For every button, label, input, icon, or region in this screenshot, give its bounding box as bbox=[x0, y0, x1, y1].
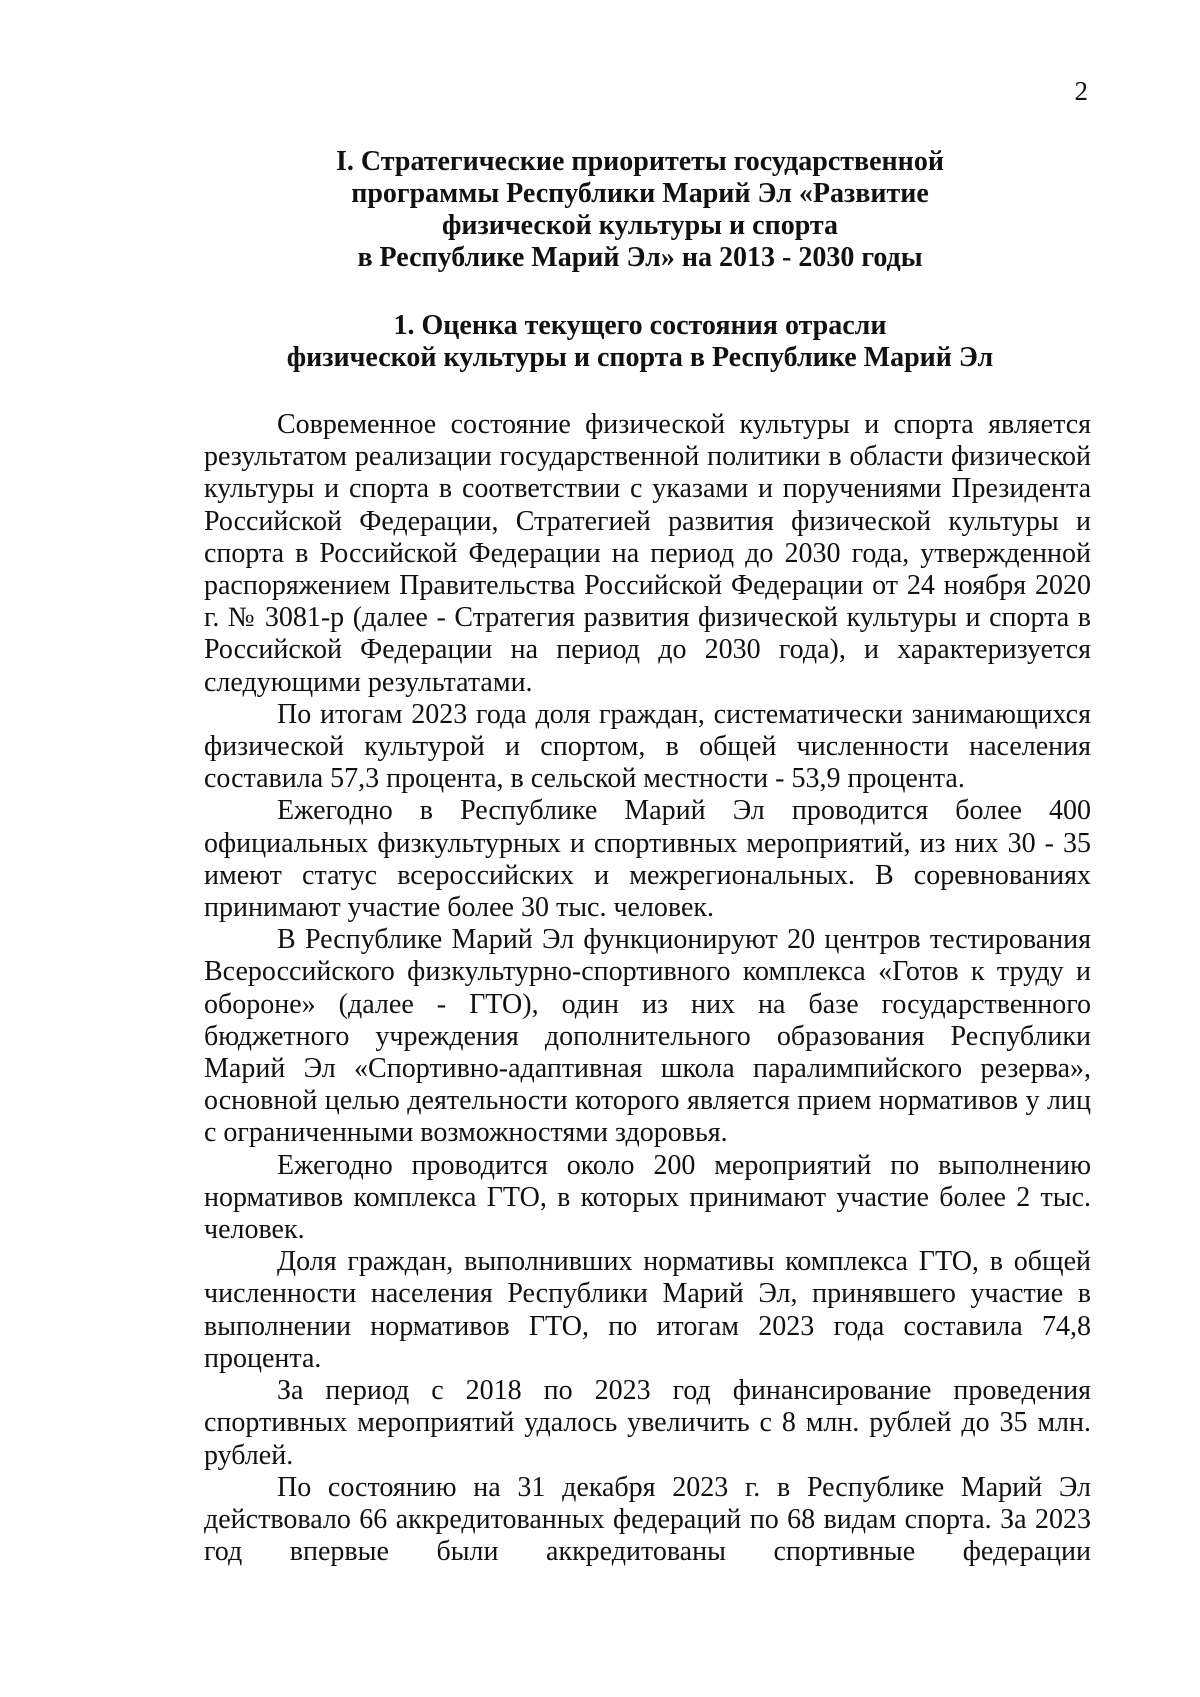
page-number: 2 bbox=[1074, 76, 1088, 106]
paragraph: По состоянию на 31 декабря 2023 г. в Республике Марий Эл действовало 66 аккредитованных федераций по 68 видам спорта. За 2023 год впервые были аккредитованы спортивные федерации bbox=[204, 1471, 1091, 1568]
section-title-line: в Республике Марий Эл» на 2013 - 2030 годы bbox=[357, 242, 923, 273]
section-title-line: I. Стратегические приоритеты государственной bbox=[336, 146, 944, 177]
paragraph: Современное состояние физической культуры и спорта является результатом реализации государственной политики в области физической культуры и спорта в соответствии с указами и поручениями Президента Российской Федерации, Стратегией развития физической культуры и спорта в Российской Федерации на период до 2030 года, утвержденной распоряжением Правительства Российской Федерации от 24 ноября 2020 г. № 3081-р (далее - Стратегия развития физической культуры и спорта в Российской Федерации на период до 2030 года), и характеризуется следующими результатами. bbox=[204, 409, 1091, 698]
paragraph: Ежегодно в Республике Марий Эл проводится более 400 официальных физкультурных и спортивных мероприятий, из них 30 - 35 имеют статус всероссийских и межрегиональных. В соревнованиях принимают участие более 30 тыс. человек. bbox=[204, 795, 1091, 924]
paragraph: В Республике Марий Эл функционируют 20 центров тестирования Всероссийского физкультурно-спортивного комплекса «Готов к труду и обороне» (далее - ГТО), один из них на базе государственного бюджетного учреждения дополнительного образования Республики Марий Эл «Спортивно-адаптивная школа паралимпийского резерва», основной целью деятельности которого является прием нормативов у лиц с ограниченными возможностями здоровья. bbox=[204, 924, 1091, 1149]
section-title-line: программы Республики Марий Эл «Развитие bbox=[351, 178, 929, 209]
paragraph: Ежегодно проводится около 200 мероприятий по выполнению нормативов комплекса ГТО, в которых принимают участие более 2 тыс. человек. bbox=[204, 1149, 1091, 1246]
paragraph: По итогам 2023 года доля граждан, систематически занимающихся физической культурой и спортом, в общей численности населения составила 57,3 процента, в сельской местности - 53,9 процента. bbox=[204, 698, 1091, 795]
body-text bbox=[204, 409, 1091, 1568]
subsection-title bbox=[150, 310, 1130, 374]
paragraph: За период с 2018 по 2023 год финансирование проведения спортивных мероприятий удалось увеличить с 8 млн. рублей до 35 млн. рублей. bbox=[204, 1375, 1091, 1471]
paragraph: Доля граждан, выполнивших нормативы комплекса ГТО, в общей численности населения Республики Марий Эл, принявшего участие в выполнении нормативов ГТО, по итогам 2023 года составила 74,8 процента. bbox=[204, 1246, 1091, 1374]
section-title bbox=[150, 146, 1130, 274]
section-title-line: физической культуры и спорта bbox=[441, 210, 839, 241]
subsection-title-line: физической культуры и спорта в Республике Марий Эл bbox=[286, 342, 994, 373]
subsection-title-line: 1. Оценка текущего состояния отрасли bbox=[393, 310, 887, 341]
